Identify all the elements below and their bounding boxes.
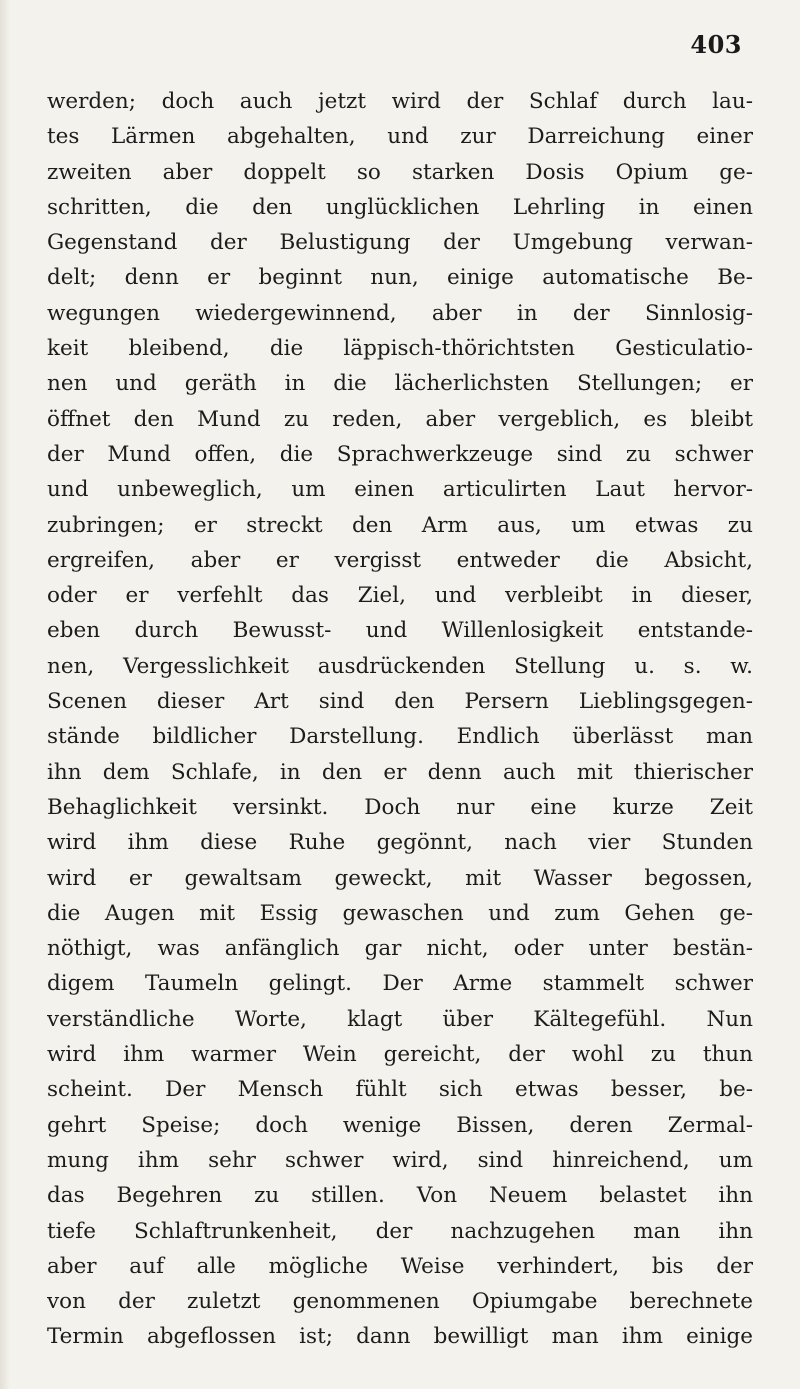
text-line: verständliche Worte, klagt über Kältegefühl. Nun: [47, 1006, 753, 1032]
text-line: nen und geräth in die lächerlichsten Stellungen; er: [47, 371, 753, 397]
text-line: nen, Vergesslichkeit ausdrückenden Stellung u. s. w.: [47, 653, 753, 679]
text-line: wird ihm warmer Wein gereicht, der wohl zu thun: [47, 1042, 753, 1068]
text-line: tes Lärmen abgehalten, und zur Darreichung einer: [47, 124, 753, 150]
text-line: gehrt Speise; doch wenige Bissen, deren Zermal-: [47, 1112, 753, 1138]
text-line: wegungen wiedergewinnend, aber in der Sinnlosig-: [47, 300, 753, 326]
text-line: keit bleibend, die läppisch-thörichtsten Gesticulatio-: [47, 336, 753, 362]
text-line: tiefe Schlaftrunkenheit, der nachzugehen man ihn: [47, 1218, 753, 1244]
text-line: Behaglichkeit versinkt. Doch nur eine kurze Zeit: [47, 794, 753, 820]
text-line: und unbeweglich, um einen articulirten Laut hervor-: [47, 477, 753, 503]
text-line: Termin abgeflossen ist; dann bewilligt man ihm einige: [47, 1324, 753, 1350]
text-line: delt; denn er beginnt nun, einige automatische Be-: [47, 265, 753, 291]
text-line: der Mund offen, die Sprachwerkzeuge sind zu schwer: [47, 441, 753, 467]
text-line: nöthigt, was anfänglich gar nicht, oder unter bestän-: [47, 936, 753, 962]
text-line: digem Taumeln gelingt. Der Arme stammelt schwer: [47, 971, 753, 997]
text-line: ergreifen, aber er vergisst entweder die Absicht,: [47, 547, 753, 573]
text-line: mung ihm sehr schwer wird, sind hinreichend, um: [47, 1147, 753, 1173]
text-line: das Begehren zu stillen. Von Neuem belastet ihn: [47, 1183, 753, 1209]
text-line: scheint. Der Mensch fühlt sich etwas besser, be-: [47, 1077, 753, 1103]
text-line: stände bildlicher Darstellung. Endlich überlässt man: [47, 724, 753, 750]
page-number: 403: [690, 30, 742, 59]
text-line: oder er verfehlt das Ziel, und verbleibt in dieser,: [47, 583, 753, 609]
text-line: die Augen mit Essig gewaschen und zum Gehen ge-: [47, 900, 753, 926]
text-line: ihn dem Schlafe, in den er denn auch mit thierischer: [47, 759, 753, 785]
text-line: Scenen dieser Art sind den Persern Lieblingsgegen-: [47, 689, 753, 715]
text-line: aber auf alle mögliche Weise verhindert, bis der: [47, 1253, 753, 1279]
text-line: von der zuletzt genommenen Opiumgabe berechnete: [47, 1289, 753, 1315]
text-line: Gegenstand der Belustigung der Umgebung verwan-: [47, 230, 753, 256]
text-line: eben durch Bewusst- und Willenlosigkeit entstande-: [47, 618, 753, 644]
text-line: wird ihm diese Ruhe gegönnt, nach vier Stunden: [47, 830, 753, 856]
text-line: schritten, die den unglücklichen Lehrling in einen: [47, 194, 753, 220]
body-text: [47, 84, 753, 1355]
text-line: wird er gewaltsam geweckt, mit Wasser begossen,: [47, 865, 753, 891]
text-line: zubringen; er streckt den Arm aus, um etwas zu: [47, 512, 753, 538]
text-line: zweiten aber doppelt so starken Dosis Opium ge-: [47, 159, 753, 185]
text-line: öffnet den Mund zu reden, aber vergeblich, es bleibt: [47, 406, 753, 432]
text-line: werden; doch auch jetzt wird der Schlaf durch lau-: [47, 89, 753, 114]
